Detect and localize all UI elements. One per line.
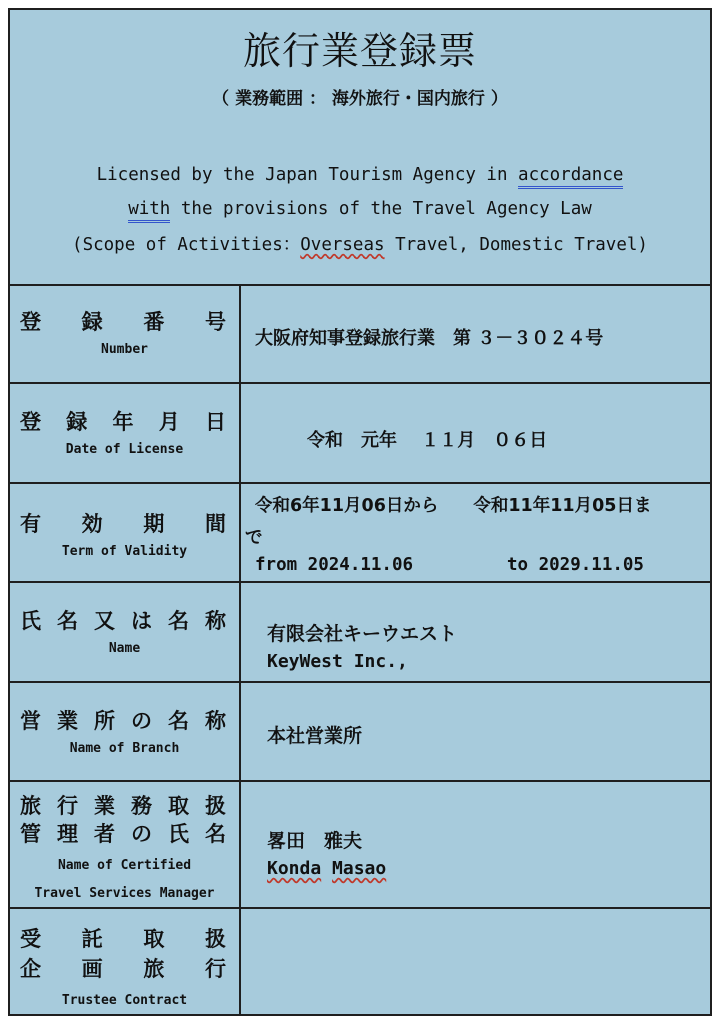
- row-validity: [10, 484, 710, 583]
- label-name: [10, 583, 241, 681]
- label-date-jp: [20, 406, 226, 436]
- company-name-jp: 有限会社キーウエスト: [267, 623, 458, 645]
- label-char: 又: [94, 609, 115, 633]
- label-name-en: Name: [108, 641, 141, 656]
- label-branch-en: Name of Branch: [69, 741, 180, 756]
- label-char: 託: [81, 927, 103, 951]
- row-name: [10, 583, 710, 683]
- label-char: 取: [143, 927, 165, 951]
- label-branch-jp: [20, 705, 226, 735]
- english-line-3-text-a: (Scope of Activities：: [72, 235, 301, 255]
- label-validity: [10, 484, 241, 581]
- manager-name-jp: 畧田 雅夫: [267, 830, 363, 852]
- row-number: [10, 284, 710, 384]
- label-char: 扱: [204, 927, 226, 951]
- english-line-1-text: Licensed by the Japan Tourism Agency in: [96, 165, 519, 185]
- value-manager: [241, 782, 710, 907]
- label-char: 登: [20, 310, 41, 334]
- value-number: [241, 284, 710, 382]
- label-char: 月: [158, 410, 180, 434]
- accordance-word: accordance: [518, 165, 623, 189]
- label-char: 日: [205, 410, 226, 434]
- label-name-jp: [20, 605, 226, 635]
- label-char: 業: [57, 709, 78, 733]
- value-name: [241, 583, 710, 681]
- label-char: 企: [20, 957, 41, 981]
- english-line-1: [10, 165, 710, 185]
- label-char: は: [131, 609, 152, 633]
- header-section: [10, 10, 710, 286]
- value-validity: [241, 484, 710, 581]
- label-char: 号: [204, 310, 226, 334]
- english-line-3-text-c: Travel, Domestic Travel): [384, 235, 648, 255]
- label-char: 効: [81, 512, 103, 536]
- label-char: 録: [66, 410, 88, 434]
- label-trustee: [10, 909, 241, 1014]
- registration-certificate: [8, 8, 712, 1016]
- with-word: with: [128, 199, 170, 223]
- company-name-en: KeyWest Inc.,: [267, 651, 408, 672]
- english-line-3: [10, 231, 710, 256]
- license-date: 令和 元年 １１月 ０６日: [307, 430, 548, 451]
- label-date: [10, 384, 241, 482]
- label-trustee-jp-2: [20, 953, 226, 983]
- label-manager: [10, 782, 241, 907]
- label-char: 画: [81, 957, 103, 981]
- label-char: 名: [205, 822, 226, 846]
- label-char: 所: [94, 709, 115, 733]
- manager-given-name: Masao: [332, 858, 387, 879]
- label-char: 営: [20, 709, 41, 733]
- manager-surname: Konda: [267, 858, 322, 879]
- label-date-en: Date of License: [65, 442, 184, 457]
- label-char: 者: [94, 822, 115, 846]
- label-char: の: [131, 709, 152, 733]
- label-char: 名: [168, 609, 189, 633]
- label-branch: [10, 683, 241, 780]
- label-char: 名: [168, 709, 189, 733]
- label-char: 業: [94, 794, 115, 818]
- row-date: [10, 384, 710, 484]
- validity-to: to 2029.11.05: [507, 555, 644, 575]
- label-char: 旅: [143, 957, 165, 981]
- label-number-en: Number: [101, 342, 148, 357]
- validity-japanese-wrap: で: [245, 528, 263, 548]
- value-date: [241, 384, 710, 482]
- registration-number: 大阪府知事登録旅行業 第 ３－３０２４号: [255, 328, 604, 349]
- label-char: 称: [205, 609, 226, 633]
- label-char: 有: [20, 512, 41, 536]
- validity-japanese: 令和6年11月06日から 令和11年11月05日ま: [255, 496, 652, 516]
- value-branch: [241, 683, 710, 780]
- label-manager-jp-2: [20, 818, 226, 848]
- label-char: 称: [205, 709, 226, 733]
- label-char: 期: [143, 512, 165, 536]
- english-line-2-text: the provisions of the Travel Agency Law: [170, 199, 592, 219]
- label-char: 氏: [20, 609, 41, 633]
- label-number: [10, 284, 241, 382]
- value-trustee: [241, 909, 710, 1014]
- page-title: 旅行業登録票: [242, 29, 477, 73]
- label-char: 行: [204, 957, 226, 981]
- row-branch: [10, 683, 710, 782]
- row-trustee: [10, 909, 710, 1014]
- label-validity-en: Term of Validity: [61, 544, 188, 559]
- label-char: 務: [131, 794, 152, 818]
- label-number-jp: [20, 306, 226, 336]
- english-line-2: [10, 199, 710, 219]
- label-char: の: [131, 822, 152, 846]
- label-char: 旅: [20, 794, 41, 818]
- branch-name: 本社営業所: [267, 725, 363, 747]
- label-manager-en-1: Name of Certified: [57, 858, 192, 873]
- label-char: 扱: [205, 794, 226, 818]
- label-manager-en-2: Travel Services Manager: [34, 886, 215, 901]
- label-char: 間: [204, 512, 226, 536]
- label-char: 登: [20, 410, 41, 434]
- label-char: 受: [20, 927, 41, 951]
- label-trustee-en: Trustee Contract: [61, 993, 188, 1008]
- label-char: 理: [57, 822, 78, 846]
- manager-name-en: [267, 858, 386, 879]
- label-char: 録: [81, 310, 103, 334]
- label-char: 名: [57, 609, 78, 633]
- label-char: 行: [57, 794, 78, 818]
- label-char: 年: [112, 410, 134, 434]
- label-trustee-jp-1: [20, 923, 226, 953]
- label-char: 取: [168, 794, 189, 818]
- label-manager-jp-1: [20, 790, 226, 820]
- overseas-word: Overseas: [300, 235, 385, 255]
- label-char: 番: [143, 310, 165, 334]
- label-validity-jp: [20, 508, 226, 538]
- label-char: 氏: [168, 822, 189, 846]
- validity-from: from 2024.11.06: [255, 555, 414, 575]
- scope-japanese: （ 業務範囲 ： 海外旅行・国内旅行 ）: [212, 89, 508, 109]
- row-manager: [10, 782, 710, 909]
- label-char: 管: [20, 822, 41, 846]
